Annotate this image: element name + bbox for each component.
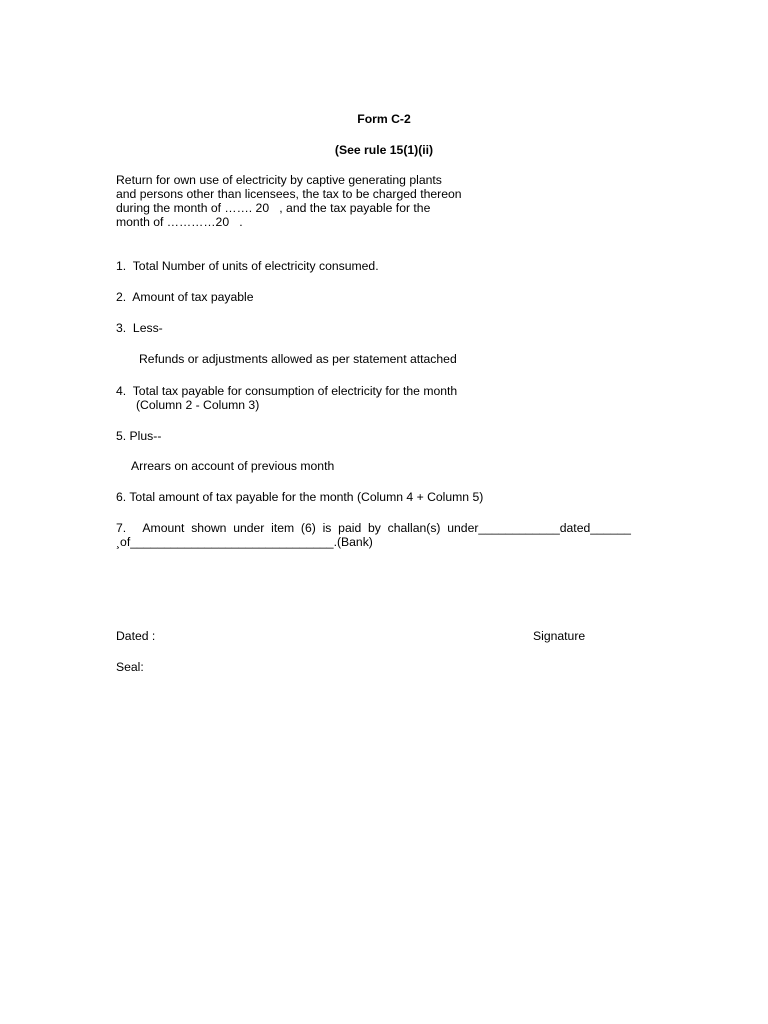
intro-line-1: Return for own use of electricity by captive generating plants [116, 173, 442, 187]
item-7-challan-line: 7. Amount shown under item (6) is paid by challan(s) under____________dated______ [116, 521, 631, 535]
item-4-columns: (Column 2 - Column 3) [136, 398, 260, 412]
item-4-total-tax: 4. Total tax payable for consumption of electricity for the month [116, 384, 458, 398]
item-7-bank-line: ¸of______________________________.(Bank) [116, 535, 373, 549]
item-3-refunds: Refunds or adjustments allowed as per statement attached [139, 352, 457, 366]
seal-label: Seal: [116, 660, 144, 674]
item-6-total-amount: 6. Total amount of tax payable for the month (Column 4 + Column 5) [116, 490, 484, 504]
intro-line-2: and persons other than licensees, the tax to be charged thereon [116, 187, 462, 201]
intro-line-4: month of …………20 . [116, 215, 243, 229]
intro-line-3: during the month of ……. 20 , and the tax payable for the [116, 201, 431, 215]
item-2-tax-payable: 2. Amount of tax payable [116, 290, 254, 304]
dated-label: Dated : [116, 629, 156, 643]
item-3-less: 3. Less- [116, 321, 163, 335]
rule-reference: (See rule 15(1)(ii) [334, 143, 434, 157]
item-5-arrears: Arrears on account of previous month [131, 459, 335, 473]
item-5-plus: 5. Plus-- [116, 429, 162, 443]
form-title: Form C-2 [357, 112, 411, 126]
item-1-units-consumed: 1. Total Number of units of electricity consumed. [116, 259, 379, 273]
signature-label: Signature [533, 629, 586, 643]
